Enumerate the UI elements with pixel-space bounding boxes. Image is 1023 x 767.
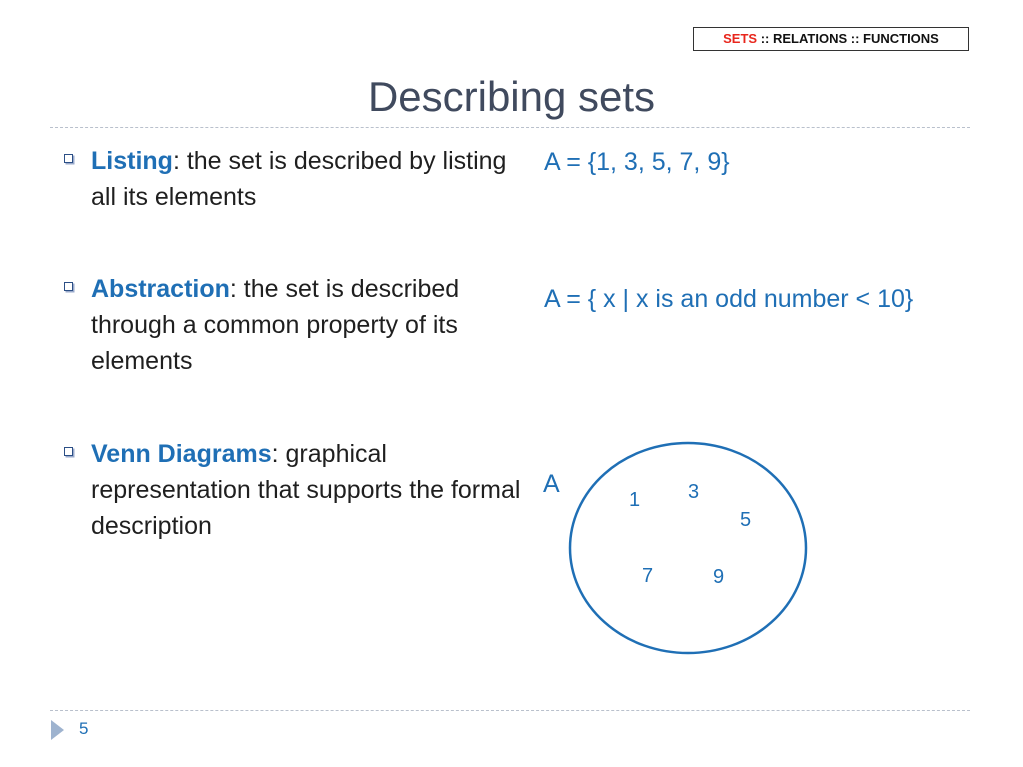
- venn-element: 9: [713, 566, 725, 588]
- bullet-text: [91, 271, 522, 379]
- breadcrumb-active-section: SETS: [723, 31, 758, 46]
- checkbox-bullet-icon: [64, 447, 73, 456]
- venn-element: 1: [629, 489, 641, 511]
- abstraction-example: A = { x | x is an odd number < 10}: [544, 285, 914, 313]
- venn-element: 7: [642, 565, 654, 587]
- venn-element: 5: [740, 509, 752, 531]
- bullet-abstraction: [62, 271, 522, 379]
- top-divider: [50, 127, 970, 128]
- bullet-listing: [62, 143, 522, 215]
- slide-title: Describing sets: [367, 73, 656, 120]
- bullet-term: Listing: [91, 147, 173, 175]
- page-number: 5: [79, 719, 89, 738]
- breadcrumb-sections: :: RELATIONS :: FUNCTIONS: [757, 31, 939, 46]
- venn-element: 3: [688, 481, 700, 503]
- bullet-description: : the set is described by listing all its elements: [91, 147, 507, 211]
- listing-example: A = {1, 3, 5, 7, 9}: [544, 148, 730, 176]
- play-arrow-icon: [51, 720, 64, 740]
- bottom-divider: [50, 710, 970, 711]
- breadcrumb: [693, 27, 969, 51]
- bullet-term: Abstraction: [91, 275, 230, 303]
- checkbox-bullet-icon: [64, 154, 73, 163]
- checkbox-bullet-icon: [64, 282, 73, 291]
- bullet-term: Venn Diagrams: [91, 440, 272, 468]
- bullet-description: : graphical representation that supports the formal description: [91, 440, 521, 540]
- bullet-text: [91, 143, 522, 215]
- venn-diagram: [540, 438, 820, 662]
- set-a-circle: [570, 443, 806, 653]
- bullet-description: : the set is described through a common property of its elements: [91, 275, 460, 375]
- set-label: A: [543, 470, 560, 498]
- bullet-text: [91, 436, 522, 544]
- bullet-venn-diagrams: [62, 436, 522, 544]
